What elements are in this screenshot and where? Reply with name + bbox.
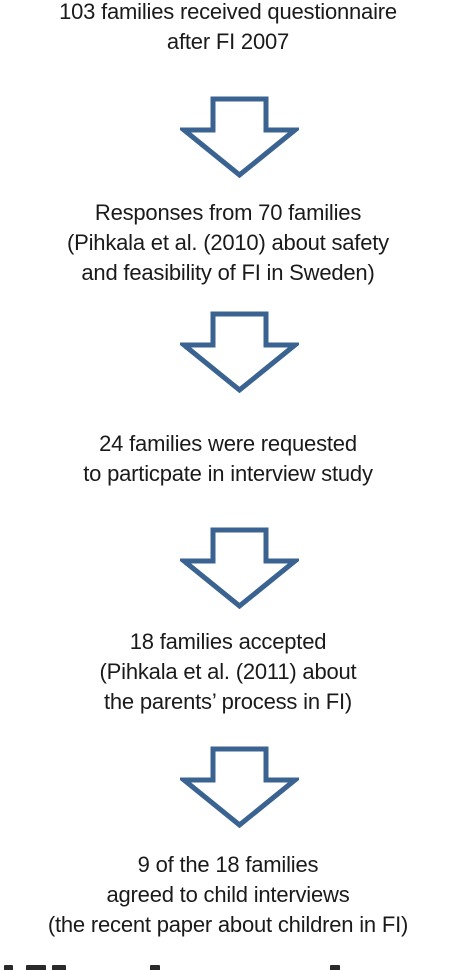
step-interview-requested (0, 429, 456, 489)
down-arrow-icon (180, 746, 299, 828)
step-line: (Pihkala et al. (2010) about safety (67, 230, 389, 255)
down-arrow-icon (180, 311, 299, 393)
step-line: agreed to child interviews (106, 882, 350, 907)
down-arrow-icon (180, 96, 299, 178)
step-line: to particpate in interview study (83, 461, 373, 486)
step-line: (Pihkala et al. (2011) about (99, 659, 357, 684)
step-line: (the recent paper about children in FI) (47, 912, 409, 937)
down-arrow-icon (180, 527, 299, 609)
step-line: 9 of the 18 families (137, 852, 319, 877)
step-line: 18 families accepted (129, 629, 327, 654)
step-line: after FI 2007 (166, 29, 290, 54)
cropped-caption-fragment (0, 961, 456, 970)
step-line: the parents’ process in FI) (103, 689, 353, 714)
step-line: 103 families received questionnaire (59, 0, 397, 24)
step-line: Responses from 70 families (94, 200, 362, 225)
step-line: and feasibility of FI in Sweden) (81, 260, 375, 285)
step-responses (0, 198, 456, 288)
step-families-accepted (0, 627, 456, 717)
step-line: 24 families were requested (99, 431, 357, 456)
step-child-interviews (0, 850, 456, 940)
step-questionnaire-sent (0, 0, 456, 57)
